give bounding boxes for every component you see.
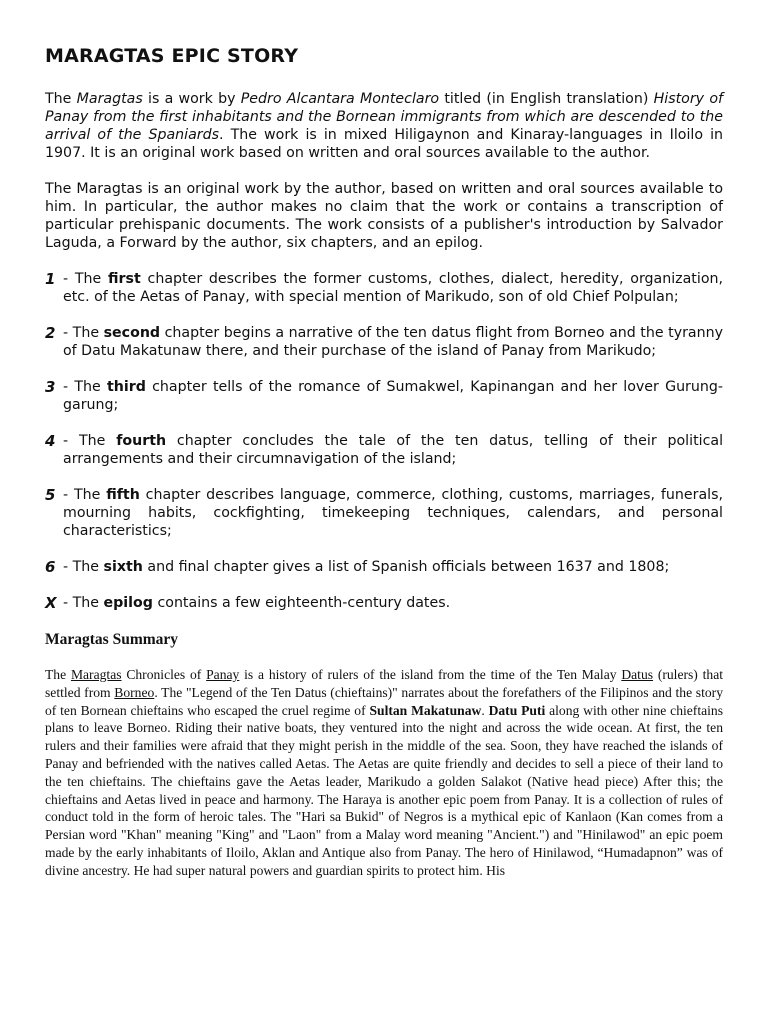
text-run: along with other nine chieftains plans to leave Borneo. Riding their native boats, they ventured into the night and across the wide ocean. At first, the ten rulers and their families were afraid that they might perish in the middle of the sea. Soon, they have reached the islands of Panay and befriended with the natives called Aetas. The Aetas are quite friendly and decides to sell a piece of their land to the ten chieftains. The chieftains gave the Aetas leader, Marikudo a golden Salakot (Native head piece) After this; the chieftains and Aetas lived in peace and harmony. The Haraya is another epic poem from Panay. It is a collection of rules of conduct told in the form of heroic tales. The "Hari sa Bukid" of Negros is a mythical epic of Kanlaon (Kan comes from a Persian word "Khan" meaning "King" and "Laon" from a Malay word meaning "Ancient.") and "Hinilawod" an epic poem made by the early inhabitants of Iloilo, Aklan and Antique also from Panay. The hero of Hinilawod, “Humadapnon” was of divine ancestry. He had super natural powers and guardian spirits to protect him. His [45,702,724,878]
text-run: is a history of rulers of the island from the time of the Ten Malay [239,667,622,682]
text-run: and final chapter gives a list of Spanish officials between 1637 and 1808; [142,559,670,575]
chapter-ordinal: fourth [116,433,167,449]
text-run: (rulers) that settled from [45,667,723,700]
chapter-list [45,270,723,612]
text-run: . [481,702,489,718]
chapter-text [63,270,723,306]
borneo-link[interactable]: Borneo [114,684,155,700]
chapter-number: 6 [45,558,56,576]
text-run: - The [63,595,104,611]
chapter-ordinal: third [106,379,146,395]
chapter-number: 1 [45,270,56,288]
chapter-number: 4 [45,432,56,450]
text-run: chapter concludes the tale of the ten datus, telling of their political arrangements and their circumnavigation of the island; [63,433,724,467]
panay-link[interactable]: Panay [206,667,240,682]
chapter-number: 5 [45,486,56,504]
chapter-text [63,324,723,360]
chapter-text [63,594,723,612]
chapter-item [45,486,723,540]
chapter-text [63,558,723,576]
author-name: Pedro Alcantara Monteclaro [240,91,440,107]
chapter-item [45,594,723,612]
text-run: - The [63,325,104,341]
text-run: The [45,667,71,682]
text-run: Chronicles of [121,667,207,682]
bold-name: Datu Puti [488,702,546,718]
intro-paragraph-1 [45,90,723,162]
chapter-item [45,378,723,414]
text-run: - The [63,433,117,449]
datus-link[interactable]: Datus [621,667,654,682]
chapter-ordinal: epilog [103,595,153,611]
intro-paragraph-2: The Maragtas is an original work by the author, based on written and oral sources available to him. In particular, the author makes no claim that the work or contains a transcription of particular prehispanic documents. The work consists of a publisher's introduction by Salvador Laguda, a Forward by the author, six chapters, and an epilog. [45,181,723,251]
text-run: - The [63,271,109,287]
maragtas-link[interactable]: Maragtas [70,667,122,682]
chapter-number: 2 [45,324,56,342]
text-run: chapter tells of the romance of Sumakwel, Kapinangan and her lover Gurung-garung; [63,379,723,413]
text-run: chapter describes the former customs, clothes, dialect, heredity, organization, etc. of the Aetas of Panay, with special mention of Marikudo, son of old Chief Polpulan; [63,271,723,305]
text-run: chapter describes language, commerce, clothing, customs, marriages, funerals, mourning habits, cockfighting, timekeeping techniques, calendars, and personal characteristics; [63,487,723,539]
chapter-item [45,432,723,468]
chapter-item [45,324,723,360]
text-run: is a work by [142,91,241,107]
chapter-text [63,378,723,414]
document-page [45,44,723,880]
chapter-number: 3 [45,378,56,396]
text-run: - The [63,559,104,575]
chapter-item [45,270,723,306]
chapter-ordinal: second [103,325,161,341]
work-title-translation: History of Panay from the first inhabitants and the Bornean immigrants from which are descended to the arrival of the Spaniards [45,91,724,143]
text-run: chapter begins a narrative of the ten datus flight from Borneo and the tyranny of Datu Makatunaw there, and their purchase of the island of Panay from Marikudo; [63,325,723,359]
summary-paragraph [45,666,723,880]
page-title: MARAGTAS EPIC STORY [45,45,299,67]
text-run: - The [63,379,107,395]
text-run-italic: Maragtas [76,91,143,107]
chapter-number: X [45,594,57,612]
text-run: - The [63,487,107,503]
chapter-text [63,486,723,540]
text-run: . The "Legend of the Ten Datus (chieftains)" narrates about the forefathers of the Filipinos and the story of ten Bornean chieftains who escaped the cruel regime of [45,684,723,718]
text-run: . The work is in mixed Hiligaynon and Kinaray-languages in Iloilo in 1907. It is an original work based on written and oral sources available to the author. [45,127,723,161]
text-run: titled (in English translation) [439,91,654,107]
chapter-text [63,432,723,468]
chapter-ordinal: sixth [103,559,143,575]
text-run: The [45,91,77,107]
chapter-ordinal: first [108,271,141,287]
chapter-item [45,558,723,576]
chapter-ordinal: fifth [106,487,140,503]
text-run: contains a few eighteenth-century dates. [152,595,451,611]
summary-heading: Maragtas Summary [45,631,179,648]
bold-name: Sultan Makatunaw [369,702,482,718]
